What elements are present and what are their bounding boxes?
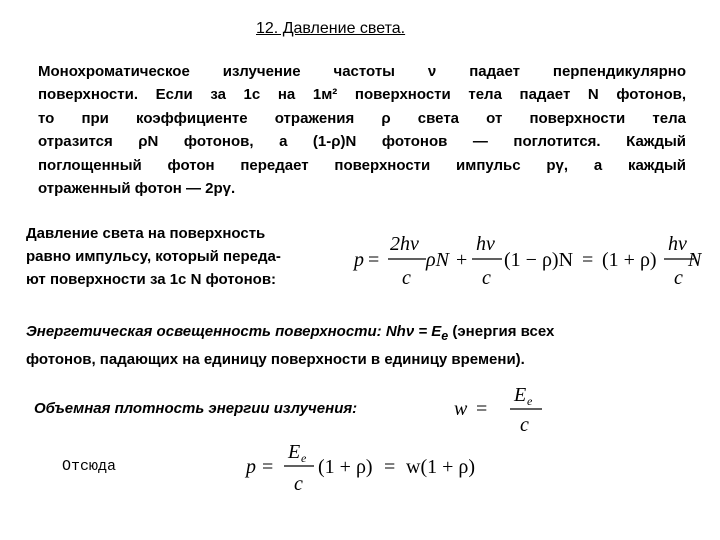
pressure-label-line: Давление света на поверхность	[26, 225, 266, 242]
formula-term: (1 + ρ)	[602, 249, 657, 271]
formula-denominator: c	[482, 267, 491, 289]
paragraph-line: отраженный фотон — 2pγ.	[38, 180, 236, 198]
formula-p: p	[246, 456, 256, 478]
irradiance-text	[26, 320, 554, 372]
formula-eq: =	[476, 398, 488, 420]
formula-numerator: hν	[476, 233, 495, 255]
hence-label: Отсюда	[62, 458, 117, 475]
formula-denominator: c	[674, 267, 683, 289]
paragraph-line: отразится ρN фотонов, а (1-ρ)N фотонов — поглотится. Каждый	[38, 133, 686, 151]
formula-eq: =	[262, 456, 274, 478]
formula-denominator: c	[520, 414, 529, 436]
pressure-label	[26, 222, 346, 291]
density-label: Объемная плотность энергии излучения:	[34, 400, 358, 417]
formula-N: N	[688, 249, 702, 271]
formula-E: E	[288, 441, 301, 463]
paragraph-line: поверхности. Если за 1с на 1м² поверхности тела падает N фотонов,	[38, 86, 686, 104]
formula-eq: =	[368, 249, 380, 271]
paragraph-line: то при коэффициенте отражения ρ света от поверхности тела	[38, 109, 686, 127]
formula-term: (1 + ρ)	[318, 456, 373, 478]
irradiance-italic: Энергетическая освещенность поверхности: Nhν = E	[26, 323, 442, 340]
formula-term: (1 − ρ)N	[504, 249, 574, 271]
result-formula	[244, 440, 504, 500]
formula-denominator: c	[402, 267, 411, 289]
page-title: 12. Давление света.	[256, 20, 406, 37]
formula-rhoN: ρN	[426, 249, 449, 271]
irradiance-normal: (энергия всех	[448, 323, 555, 340]
intro-paragraph	[38, 60, 686, 200]
formula-E: E	[514, 385, 527, 406]
paragraph-line: поглощенный фотон передает поверхности импульс pγ, а каждый	[38, 156, 686, 174]
pressure-formula	[352, 228, 702, 292]
formula-numerator: hν	[668, 233, 687, 255]
formula-numerator: 2hν	[390, 233, 419, 255]
irradiance-line: фотонов, падающих на единицу поверхности в единицу времени).	[26, 351, 525, 368]
formula-sub: e	[527, 394, 533, 408]
irradiance-sub: e	[441, 329, 449, 343]
formula-denominator: c	[294, 473, 303, 495]
formula-sub: e	[301, 451, 307, 465]
irradiance-line	[26, 320, 554, 348]
formula-term: w(1 + ρ)	[406, 456, 476, 478]
formula-plus: +	[456, 249, 468, 271]
formula-w: w	[454, 398, 468, 420]
pressure-label-line: ют поверхности за 1с N фотонов:	[26, 271, 277, 288]
formula-eq: =	[582, 249, 594, 271]
pressure-label-line: равно импульсу, который переда-	[26, 248, 281, 265]
paragraph-line: Монохроматическое излучение частоты ν падает перпендикулярно	[38, 63, 686, 80]
formula-p: p	[354, 249, 364, 271]
density-formula	[452, 385, 562, 440]
formula-eq: =	[384, 456, 396, 478]
